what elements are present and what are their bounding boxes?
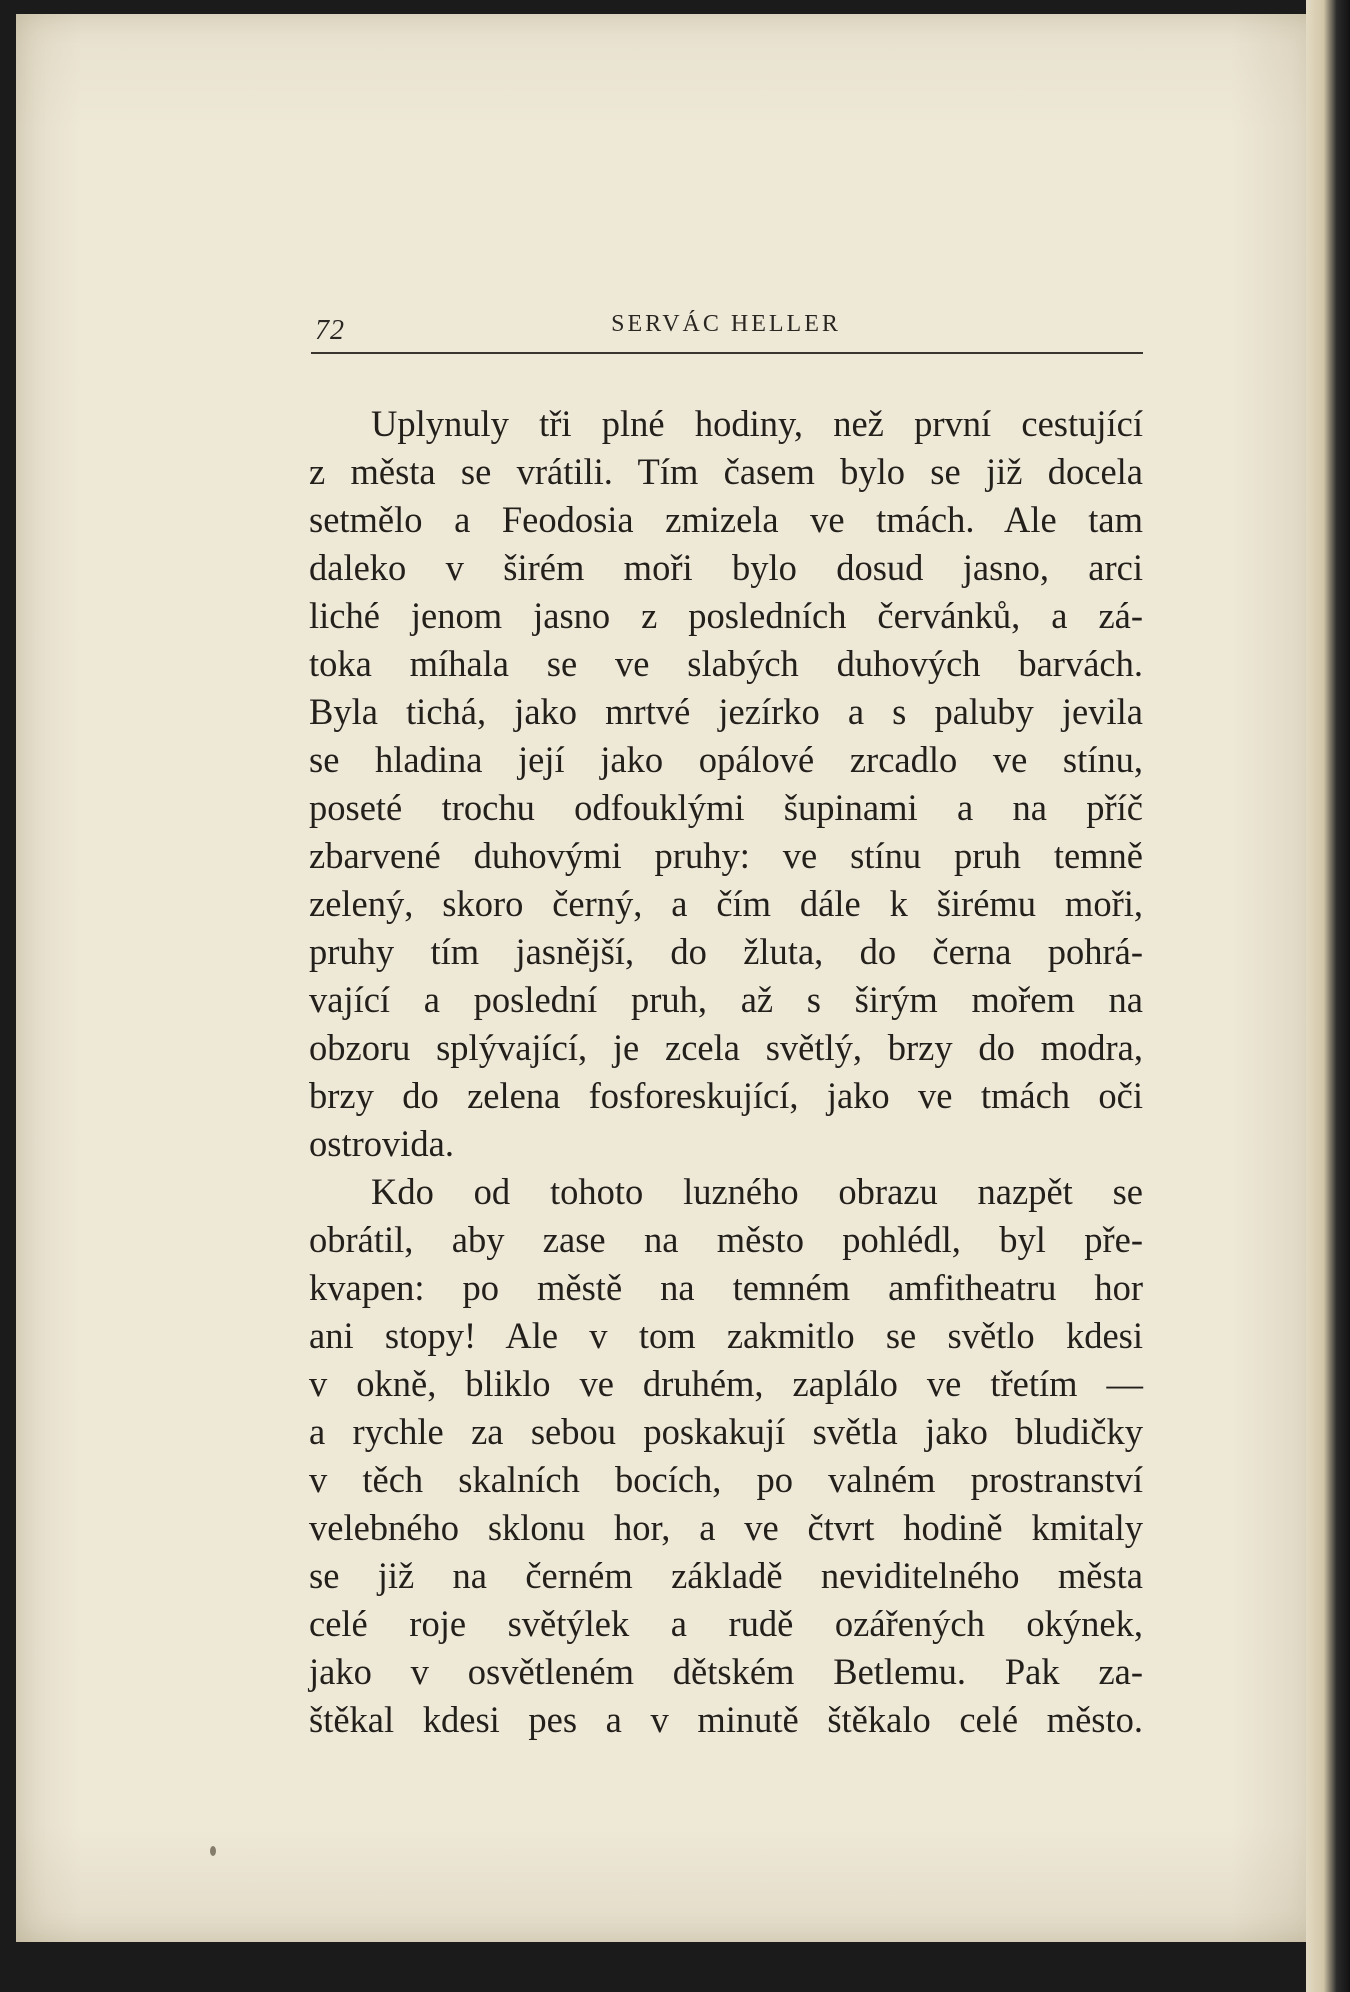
- text-line: zelený, skoro černý, a čím dále k širému moři,: [309, 883, 1143, 924]
- text-line: daleko v širém moři bylo dosud jasno, arci: [309, 547, 1143, 588]
- ink-speck: [210, 1846, 216, 1856]
- text-line: Kdo od tohoto luzného obrazu nazpět se: [371, 1171, 1143, 1212]
- body-text: [309, 400, 1143, 1744]
- text-line: štěkal kdesi pes a v minutě štěkalo celé město.: [309, 1699, 1143, 1740]
- text-line: kvapen: po městě na temném amfitheatru hor: [309, 1267, 1143, 1308]
- text-line: obrátil, aby zase na město pohlédl, byl pře-: [309, 1219, 1143, 1260]
- text-line: z města se vrátili. Tím časem bylo se již docela: [309, 451, 1143, 492]
- text-line: ostrovida.: [309, 1123, 454, 1164]
- text-line: v těch skalních bocích, po valném prostranství: [309, 1459, 1143, 1500]
- text-line: setmělo a Feodosia zmizela ve tmách. Ale tam: [309, 499, 1143, 540]
- page-number: 72: [315, 315, 345, 346]
- running-head: SERVÁC HELLER: [611, 311, 841, 337]
- text-line: ani stopy! Ale v tom zakmitlo se světlo kdesi: [309, 1315, 1143, 1356]
- paragraph-1: [309, 400, 1143, 1168]
- text-line: toka míhala se ve slabých duhových barvách.: [309, 643, 1143, 684]
- text-line: a rychle za sebou poskakují světla jako bludičky: [309, 1411, 1143, 1452]
- page-header: [311, 305, 1141, 355]
- text-line: se hladina její jako opálové zrcadlo ve stínu,: [309, 739, 1143, 780]
- text-line: vající a poslední pruh, až s širým mořem na: [309, 979, 1143, 1020]
- text-line: Byla tichá, jako mrtvé jezírko a s paluby jevila: [309, 691, 1143, 732]
- book-spine-edge: [1306, 0, 1350, 1992]
- text-line: liché jenom jasno z posledních červánků, a zá-: [309, 595, 1143, 636]
- text-line: velebného sklonu hor, a ve čtvrt hodině kmitaly: [309, 1507, 1143, 1548]
- header-rule: [311, 352, 1143, 354]
- text-line: poseté trochu odfouklými šupinami a na příč: [309, 787, 1143, 828]
- text-line: brzy do zelena fosforeskující, jako ve tmách oči: [309, 1075, 1143, 1116]
- text-line: v okně, bliklo ve druhém, zaplálo ve třetím —: [309, 1363, 1143, 1404]
- text-line: zbarvené duhovými pruhy: ve stínu pruh temně: [309, 835, 1143, 876]
- text-line: Uplynuly tři plné hodiny, než první cestující: [371, 403, 1143, 444]
- text-line: se již na černém základě neviditelného města: [309, 1555, 1143, 1596]
- text-line: jako v osvětleném dětském Betlemu. Pak za-: [309, 1651, 1143, 1692]
- text-line: pruhy tím jasnější, do žluta, do černa pohrá-: [309, 931, 1143, 972]
- text-line: obzoru splývající, je zcela světlý, brzy do modra,: [309, 1027, 1143, 1068]
- paragraph-2: [309, 1168, 1143, 1744]
- text-line: celé roje světýlek a rudě ozářených okýnek,: [309, 1603, 1143, 1644]
